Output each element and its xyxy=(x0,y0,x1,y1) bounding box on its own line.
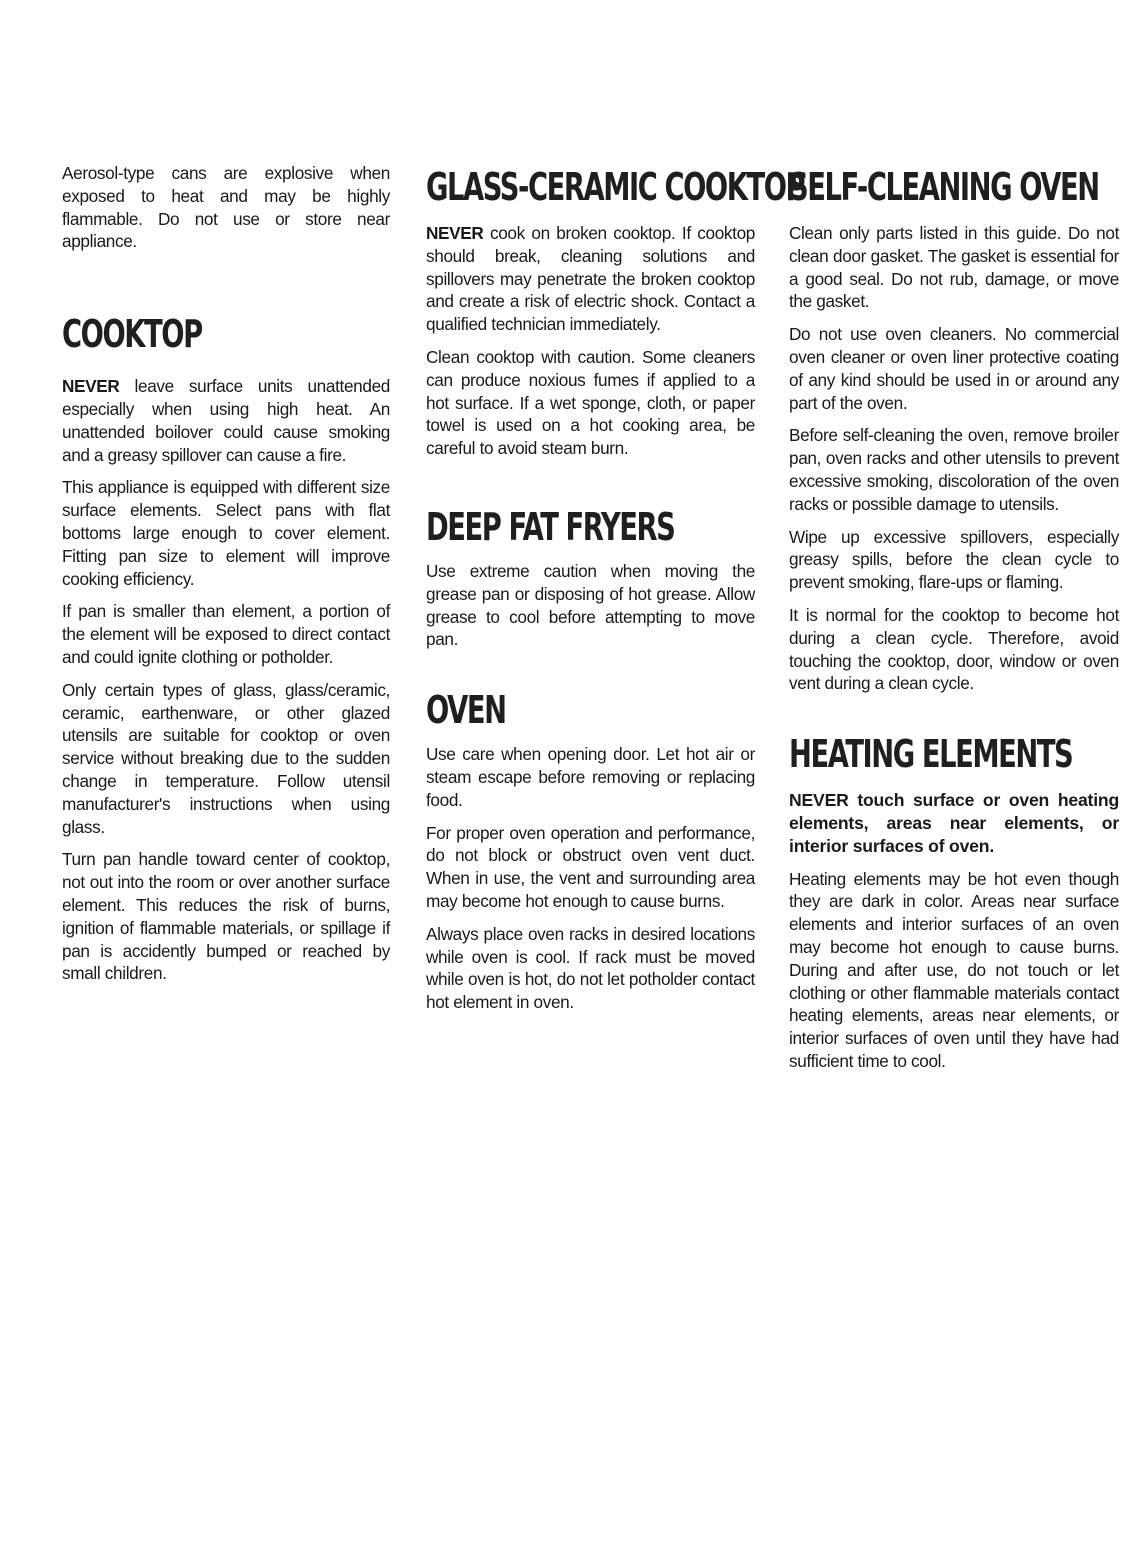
oven-heading: OVEN xyxy=(426,688,506,733)
cooktop-para-5: Turn pan handle toward center of cooktop, not out into the room or over another surface element. This reduces the risk of burns, ignition of flammable materials, or spillage if pan is accidently bumped or reached by small children. xyxy=(62,849,390,984)
never-label: NEVER xyxy=(62,376,120,397)
heating-elements-heading: HEATING ELEMENTS xyxy=(789,732,1073,777)
heating-para-2: Heating elements may be hot even though they are dark in color. Areas near surface elements and interior surfaces of an oven may become hot enough to cause burns. During and after use, do not touch or let clothing or other flammable materials contact heating elements, areas near elements, or interior surfaces of oven until they have had sufficient time to cool. xyxy=(789,868,1119,1071)
selfclean-para-3: Before self-cleaning the oven, remove broiler pan, oven racks and other utensils to prevent excessive smoking, discoloration of the oven racks or possible damage to utensils. xyxy=(789,425,1119,514)
glass-para-1 xyxy=(426,222,755,336)
cooktop-heading: COOKTOP xyxy=(62,312,202,357)
glass-ceramic-heading: GLASS-CERAMIC COOKTOP xyxy=(426,165,805,209)
oven-para-2: For proper oven operation and performance, do not block or obstruct oven vent duct. When in use, the vent and surrounding area may become hot enough to cause burns. xyxy=(426,822,755,911)
cooktop-para-4: Only certain types of glass, glass/ceramic, ceramic, earthenware, or other glazed utensils are suitable for cooktop or oven service without breaking due to the sudden change in temperature. Follow utensil manufacturer's instructions when using glass. xyxy=(62,679,390,837)
column-middle xyxy=(426,162,805,1024)
heating-warning: NEVER touch surface or oven heating elements, areas near elements, or interior surfaces of oven. xyxy=(789,790,1119,856)
cooktop-para-1 xyxy=(62,375,390,466)
column-right xyxy=(789,162,1119,1083)
selfclean-para-2: Do not use oven cleaners. No commercial oven cleaner or oven liner protective coating of any kind should be used in or around any part of the oven. xyxy=(789,324,1119,413)
selfclean-para-1: Clean only parts listed in this guide. Do not clean door gasket. The gasket is essential for a good seal. Do not rub, damage, or move the gasket. xyxy=(789,223,1119,312)
aerosol-warning: Aerosol-type cans are explosive when exposed to heat and may be highly flammable. Do not use or store near appliance. xyxy=(62,163,390,252)
selfclean-para-4: Wipe up excessive spillovers, especially greasy spills, before the clean cycle to prevent smoking, flare-ups or flaming. xyxy=(789,526,1119,593)
cooktop-para-3: If pan is smaller than element, a portion of the element will be exposed to direct contact and could ignite clothing or potholder. xyxy=(62,601,390,667)
fryers-para-1: Use extreme caution when moving the grease pan or disposing of hot grease. Allow grease to cool before attempting to move pan. xyxy=(426,560,755,650)
column-left xyxy=(62,162,390,995)
oven-para-1: Use care when opening door. Let hot air or steam escape before removing or replacing food. xyxy=(426,744,755,810)
glass-para-2: Clean cooktop with caution. Some cleaners can produce noxious fumes if applied to a hot surface. If a wet sponge, cloth, or paper towel is used on a hot cooking area, be careful to avoid steam burn. xyxy=(426,346,755,459)
deep-fat-fryers-heading: DEEP FAT FRYERS xyxy=(426,504,675,549)
never-label: NEVER xyxy=(426,223,484,243)
self-cleaning-oven-heading: SELF-CLEANING OVEN xyxy=(789,165,1099,209)
oven-para-3: Always place oven racks in desired locations while oven is cool. If rack must be moved while oven is hot, do not let potholder contact hot element in oven. xyxy=(426,923,755,1013)
cooktop-para-2: This appliance is equipped with different size surface elements. Select pans with flat bottoms large enough to cover element. Fitting pan size to element will improve cooking efficiency. xyxy=(62,477,390,589)
selfclean-para-5: It is normal for the cooktop to become hot during a clean cycle. Therefore, avoid touching the cooktop, door, window or oven vent during a clean cycle. xyxy=(789,604,1119,694)
glass-para-1-text: cook on broken cooktop. If cooktop should break, cleaning solutions and spillovers may penetrate the broken cooktop and create a risk of electric shock. Contact a qualified technician immediately. xyxy=(426,223,755,335)
cooktop-para-1-text: leave surface units unattended especially when using high heat. An unattended boilover could cause smoking and a greasy spillover can cause a fire. xyxy=(62,376,390,465)
